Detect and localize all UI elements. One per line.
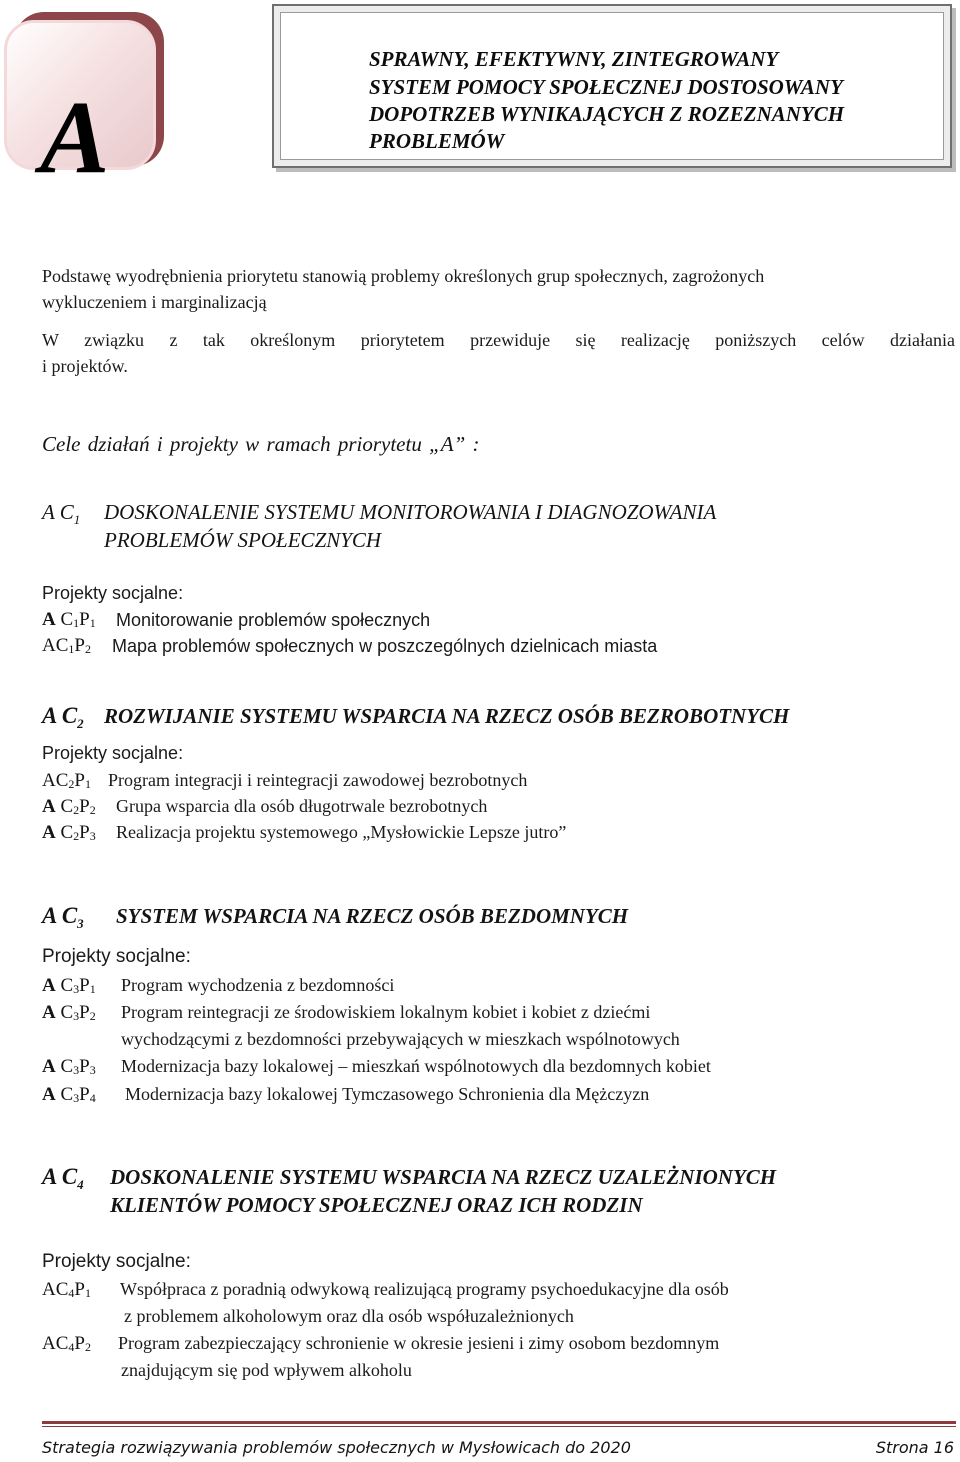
goal-c3-title: SYSTEM WSPARCIA NA RZECZ OSÓB BEZDOMNYCH bbox=[116, 904, 629, 928]
priority-badge bbox=[4, 8, 166, 195]
project-name-continued: wychodzącymi z bezdomności przebywających w mieszkach wspólnotowych bbox=[121, 1029, 680, 1049]
project-code: $AC_1P_2$ bbox=[42, 635, 91, 656]
footer-rule-thin bbox=[42, 1426, 956, 1427]
footer-rule bbox=[42, 1421, 956, 1424]
goal-c2-title: ROZWIJANIE SYSTEMU WSPARCIA NA RZECZ OSÓB BEZROBOTNYCH bbox=[104, 704, 790, 728]
title-box bbox=[272, 4, 952, 168]
intro-paragraph-1-line-1: Podstawę wyodrębnienia priorytetu stanowią problemy określonych grup społecznych, zagrożonych bbox=[42, 266, 765, 286]
project-code: A $C_3P_2$ bbox=[42, 1002, 96, 1023]
project-code: A $C_3P_3$ bbox=[42, 1056, 96, 1077]
goal-c2-projects-label: Projekty socjalne: bbox=[42, 743, 184, 763]
project-name: Monitorowanie problemów społecznych bbox=[116, 610, 431, 630]
goal-c4-projects-label: Projekty socjalne: bbox=[42, 1251, 191, 1272]
goal-c3-code: A $C_3$ bbox=[42, 903, 84, 932]
section-heading: Cele działań i projekty w ramach priorytetu „A” : bbox=[42, 432, 480, 456]
goal-c4-code: A $C_4$ bbox=[42, 1164, 84, 1193]
project-name: Mapa problemów społecznych w poszczególnych dzielnicach miasta bbox=[112, 636, 658, 656]
project-code: $AC_2P_1$ bbox=[42, 770, 91, 791]
project-name: Modernizacja bazy lokalowej Tymczasowego Schronienia dla Mężczyzn bbox=[125, 1084, 650, 1104]
project-code: A $C_2P_3$ bbox=[42, 822, 96, 843]
project-name: Program integracji i reintegracji zawodowej bezrobotnych bbox=[108, 770, 528, 790]
project-code: A $C_1P_1$ bbox=[42, 609, 96, 630]
intro-paragraph-2-line-1: W związku z tak określonym priorytetem przewiduje się realizację poniższych celów działania bbox=[42, 330, 955, 350]
goal-c3-projects-label: Projekty socjalne: bbox=[42, 946, 191, 967]
project-name: Program wychodzenia z bezdomności bbox=[121, 975, 395, 995]
footer-document-title: Strategia rozwiązywania problemów społecznych w Mysłowicach do 2020 bbox=[42, 1438, 631, 1457]
project-name: Program zabezpieczający schronienie w okresie jesieni i zimy osobom bezdomnym bbox=[118, 1333, 720, 1353]
project-name-continued: z problemem alkoholowym oraz dla osób współuzależnionych bbox=[124, 1306, 574, 1326]
project-name: Modernizacja bazy lokalowej – mieszkań wspólnotowych dla bezdomnych kobiet bbox=[121, 1056, 711, 1076]
goal-c2-code: A $C_2$ bbox=[42, 703, 84, 732]
project-name: Współpraca z poradnią odwykową realizującą programy psychoedukacyjne dla osób bbox=[120, 1279, 729, 1299]
project-name: Realizacja projektu systemowego „Mysłowickie Lepsze jutro” bbox=[116, 822, 567, 842]
goal-c1-projects-label: Projekty socjalne: bbox=[42, 583, 184, 603]
project-name-continued: znajdującym się pod wpływem alkoholu bbox=[121, 1360, 412, 1380]
goal-c1-code: A $C_1$ bbox=[42, 500, 81, 528]
project-code: A $C_3P_1$ bbox=[42, 975, 96, 996]
title-line: PROBLEMÓW bbox=[369, 129, 505, 153]
footer-page-number: Strona 16 bbox=[875, 1438, 954, 1457]
goal-c1-title-line-1: DOSKONALENIE SYSTEMU MONITOROWANIA I DIAGNOZOWANIA bbox=[104, 500, 717, 524]
title-line: DOPOTRZEB WYNIKAJĄCYCH Z ROZEZNANYCH bbox=[369, 102, 845, 126]
project-code: $AC_4P_1$ bbox=[42, 1279, 91, 1300]
project-code: A $C_3P_4$ bbox=[42, 1084, 96, 1105]
goal-c4-title-line-2: KLIENTÓW POMOCY SPOŁECZNEJ ORAZ ICH RODZIN bbox=[110, 1193, 643, 1217]
project-code: A $C_2P_2$ bbox=[42, 796, 96, 817]
intro-paragraph-2-line-2: i projektów. bbox=[42, 356, 128, 376]
project-name: Program reintegracji ze środowiskiem lokalnym kobiet i kobiet z dziećmi bbox=[121, 1002, 651, 1022]
project-code: $AC_4P_2$ bbox=[42, 1333, 91, 1354]
intro-paragraph-1-line-2: wykluczeniem i marginalizacją bbox=[42, 292, 267, 312]
title-line: SYSTEM POMOCY SPOŁECZNEJ DOSTOSOWANY bbox=[369, 75, 843, 99]
project-name: Grupa wsparcia dla osób długotrwale bezrobotnych bbox=[116, 796, 488, 816]
badge-letter: A bbox=[40, 80, 110, 195]
goal-c4-title-line-1: DOSKONALENIE SYSTEMU WSPARCIA NA RZECZ UZALEŻNIONYCH bbox=[110, 1165, 777, 1189]
goal-c1-title-line-2: PROBLEMÓW SPOŁECZNYCH bbox=[104, 528, 382, 552]
title-line: SPRAWNY, EFEKTYWNY, ZINTEGROWANY bbox=[369, 47, 779, 71]
